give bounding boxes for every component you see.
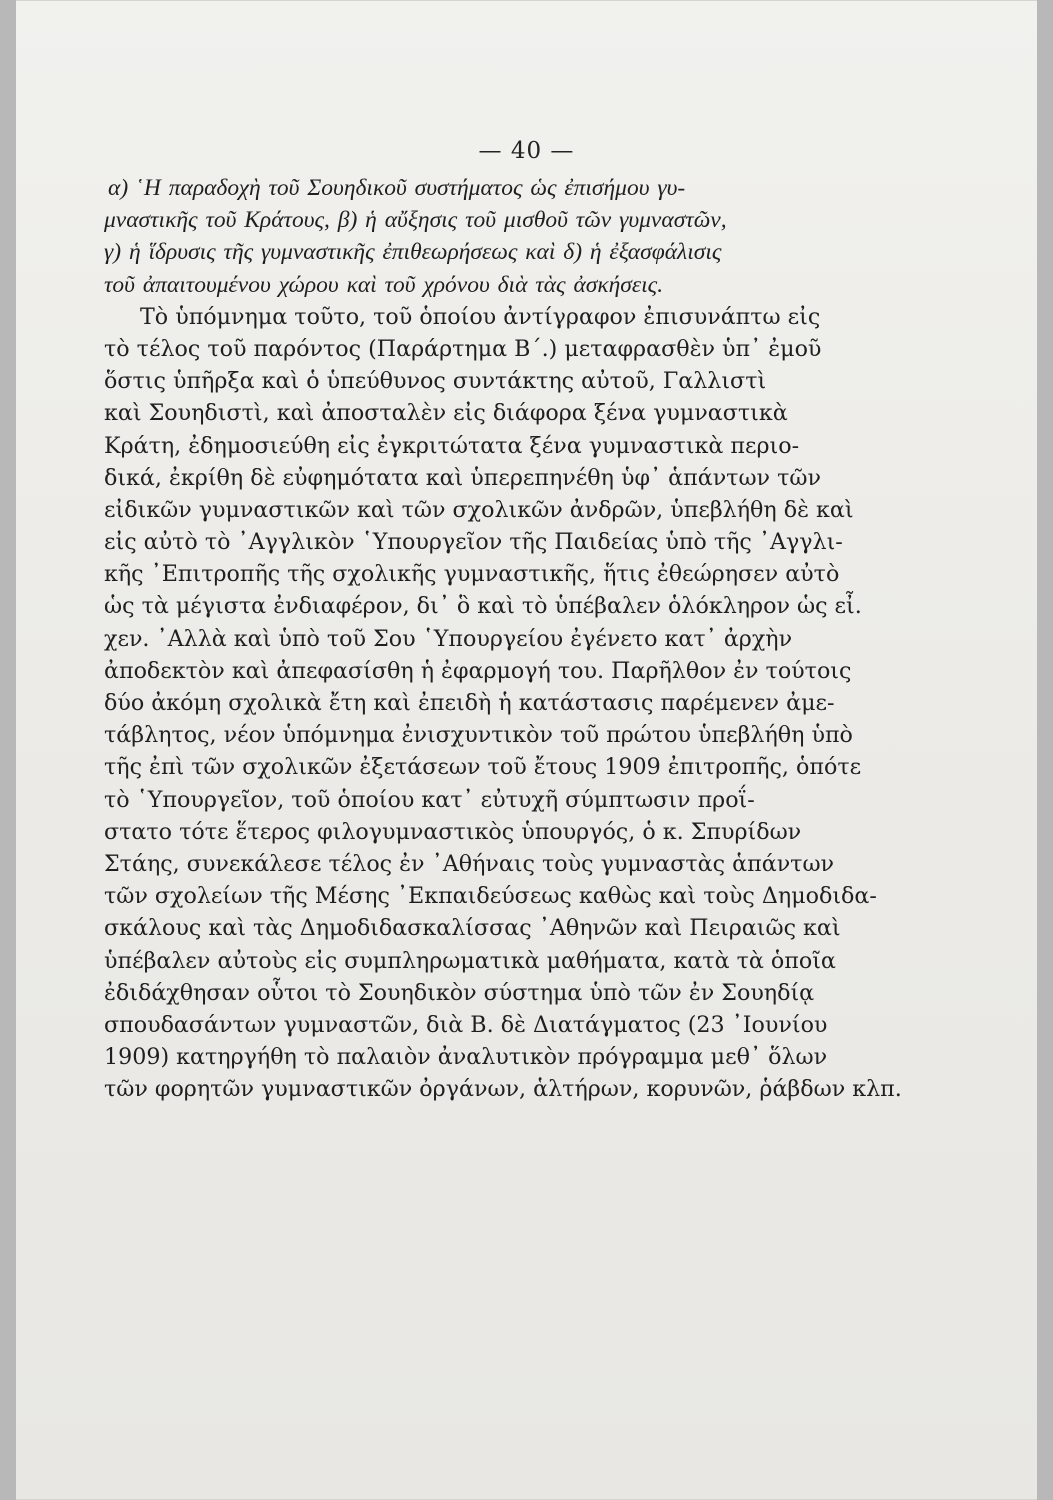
text-line-23: τῶν σχολείων τῆς Μέσης ᾿Εκπαιδεύσεως καθὼς καὶ τοὺς Δημοδιδα- [104,883,877,910]
text-line-15: χεν. ᾿Αλλὰ καὶ ὑπὸ τοῦ Σου ῾Υπουργείου ἐγένετο κατ᾿ ἀρχὴν [104,625,793,652]
text-line-3: γ) ἡ ἵδρυσις τῆς γυμναστικῆς ἐπιθεωρήσεως καὶ δ) ἡ ἐξασφάλισις [104,239,722,266]
page-body-text [104,172,964,1105]
text-line-20: τὸ ῾Υπουργεῖον, τοῦ ὁποίου κατ᾿ εὐτυχῆ σύμπτωσιν προΐ- [104,786,755,813]
text-line-2: μναστικῆς τοῦ Κράτους, β) ἡ αὔξησις τοῦ μισθοῦ τῶν γυμναστῶν, [104,207,727,234]
left-scan-edge [0,0,16,1500]
text-line-14: ὡς τὰ μέγιστα ἐνδιαφέρον, δι᾿ ὃ καὶ τὸ ὑπέβαλεν ὁλόκληρον ὡς εἶ. [104,593,862,620]
text-line-27: σπουδασάντων γυμναστῶν, διὰ Β. δὲ Διατάγματος (23 ᾿Ιουνίου [104,1011,828,1038]
text-line-18: τάβλητος, νέον ὑπόμνημα ἐνισχυντικὸν τοῦ πρώτου ὑπεβλήθη ὑπὸ [104,722,853,749]
text-line-16: ἀποδεκτὸν καὶ ἀπεφασίσθη ἡ ἐφαρμογή του. Παρῆλθον ἐν τούτοις [104,657,852,684]
text-line-9: Κράτη, ἐδημοσιεύθη εἰς ἐγκριτώτατα ξένα γυμναστικὰ περιο- [104,432,800,459]
page-number: — 40 — [478,138,575,164]
text-line-19: τῆς ἐπὶ τῶν σχολικῶν ἐξετάσεων τοῦ ἔτους 1909 ἐπιτροπῆς, ὁπότε [104,754,862,781]
text-line-6: τὸ τέλος τοῦ παρόντος (Παράρτημα Β΄.) μεταφρασθὲν ὑπ᾿ ἐμοῦ [104,335,822,362]
text-line-8: καὶ Σουηδιστὶ, καὶ ἀποσταλὲν εἰς διάφορα ξένα γυμναστικὰ [104,400,788,427]
text-line-5: Τὸ ὑπόμνημα τοῦτο, τοῦ ὁποίου ἀντίγραφον ἐπισυνάπτω εἰς [140,303,821,330]
text-line-29: τῶν φορητῶν γυμναστικῶν ὀργάνων, ἁλτήρων, κορυνῶν, ῥάβδων κλπ. [104,1076,902,1103]
text-line-1: α) ῾Η παραδοχὴ τοῦ Σουηδικοῦ συστήματος ὡς ἐπισήμου γυ- [108,175,686,201]
text-line-21: στατο τότε ἕτερος φιλογυμναστικὸς ὑπουργός, ὁ κ. Σπυρίδων [104,818,802,845]
text-line-12: εἰς αὐτὸ τὸ ᾿Αγγλικὸν ῾Υπουργεῖον τῆς Παιδείας ὑπὸ τῆς ᾿Αγγλι- [104,529,843,556]
text-line-10: δικά, ἐκρίθη δὲ εὐφημότατα καὶ ὑπερεπηνέθη ὑφ᾿ ἁπάντων τῶν [104,464,821,491]
text-line-13: κῆς ᾿Επιτροπῆς τῆς σχολικῆς γυμναστικῆς, ἥτις ἐθεώρησεν αὐτὸ [104,561,840,588]
text-line-4: τοῦ ἀπαιτουμένου χώρου καὶ τοῦ χρόνου διὰ τὰς ἀσκήσεις. [104,271,664,298]
right-scan-edge [1037,0,1053,1500]
text-line-17: δύο ἀκόμη σχολικὰ ἔτη καὶ ἐπειδὴ ἡ κατάστασις παρέμενεν ἀμε- [104,690,835,716]
text-line-22: Στάης, συνεκάλεσε τέλος ἐν ᾿Αθήναις τοὺς γυμναστὰς ἁπάντων [104,850,835,877]
text-line-28: 1909) κατηργήθη τὸ παλαιὸν ἀναλυτικὸν πρόγραμμα μεθ᾿ ὅλων [104,1044,828,1071]
text-line-26: ἐδιδάχθησαν οὗτοι τὸ Σουηδικὸν σύστημα ὑπὸ τῶν ἐν Σουηδίᾳ [104,979,815,1006]
text-line-25: ὑπέβαλεν αὐτοὺς εἰς συμπληρωματικὰ μαθήματα, κατὰ τὰ ὁποῖα [104,947,836,974]
text-line-7: ὅστις ὑπῆρξα καὶ ὁ ὑπεύθυνος συντάκτης αὐτοῦ, Γαλλιστὶ [104,368,767,395]
text-line-24: σκάλους καὶ τὰς Δημοδιδασκαλίσσας ᾿Αθηνῶν καὶ Πειραιῶς καὶ [104,915,841,942]
text-line-11: εἰδικῶν γυμναστικῶν καὶ τῶν σχολικῶν ἀνδρῶν, ὑπεβλήθη δὲ καὶ [104,496,854,523]
